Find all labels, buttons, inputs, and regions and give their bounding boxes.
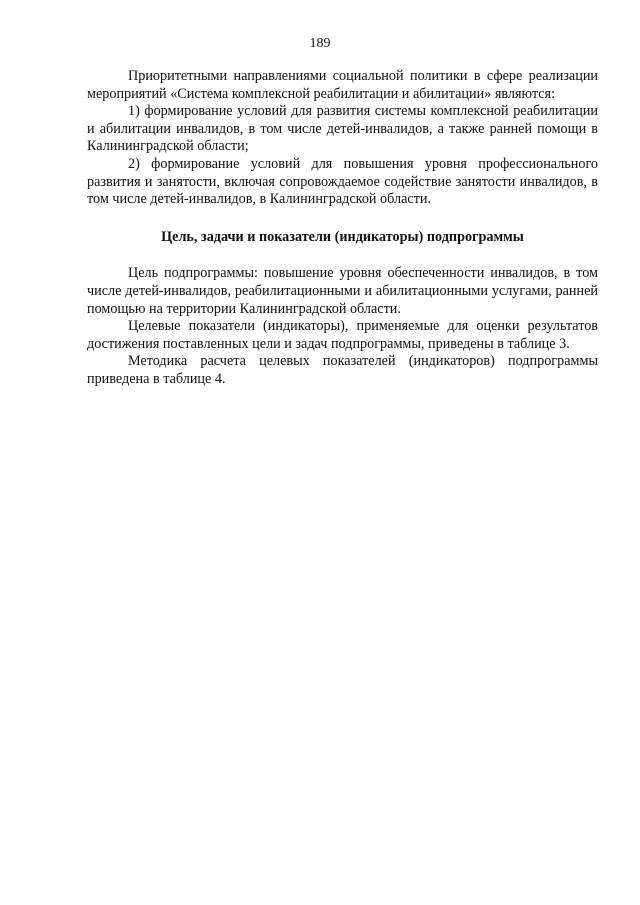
- page-number: 189: [309, 36, 331, 51]
- paragraph-goal: Цель подпрограммы: повышение уровня обеспеченности инвалидов, в том числе детей-инвалидов, реабилитационными и абилитационными услугами, ранней помощью на территории Калининградской области.: [87, 265, 598, 317]
- paragraph-priority-2: 2) формирование условий для повышения уровня профессионального развития и занятости, включая сопровождаемое содействие занятости инвалидов, в том числе детей-инвалидов, в Калининградской области.: [87, 155, 598, 208]
- paragraph-indicators: Целевые показатели (индикаторы), применяемые для оценки результатов достижения поставленных цели и задач подпрограммы, приведены в таблице 3.: [87, 318, 598, 352]
- paragraph-priorities: Приоритетными направлениями социальной политики в сфере реализации мероприятий «Система комплексной реабилитации и абилитации» являются:: [87, 68, 598, 102]
- paragraph-methodology: Методика расчета целевых показателей (индикаторов) подпрограммы приведена в таблице 4.: [87, 353, 598, 387]
- document-body: [87, 68, 598, 389]
- paragraph-priority-1: 1) формирование условий для развития системы комплексной реабилитации и абилитации инвалидов, в том числе детей-инвалидов, а также ранней помощи в Калининградской области;: [87, 103, 598, 155]
- section-heading: Цель, задачи и показатели (индикаторы) подпрограммы: [161, 228, 524, 245]
